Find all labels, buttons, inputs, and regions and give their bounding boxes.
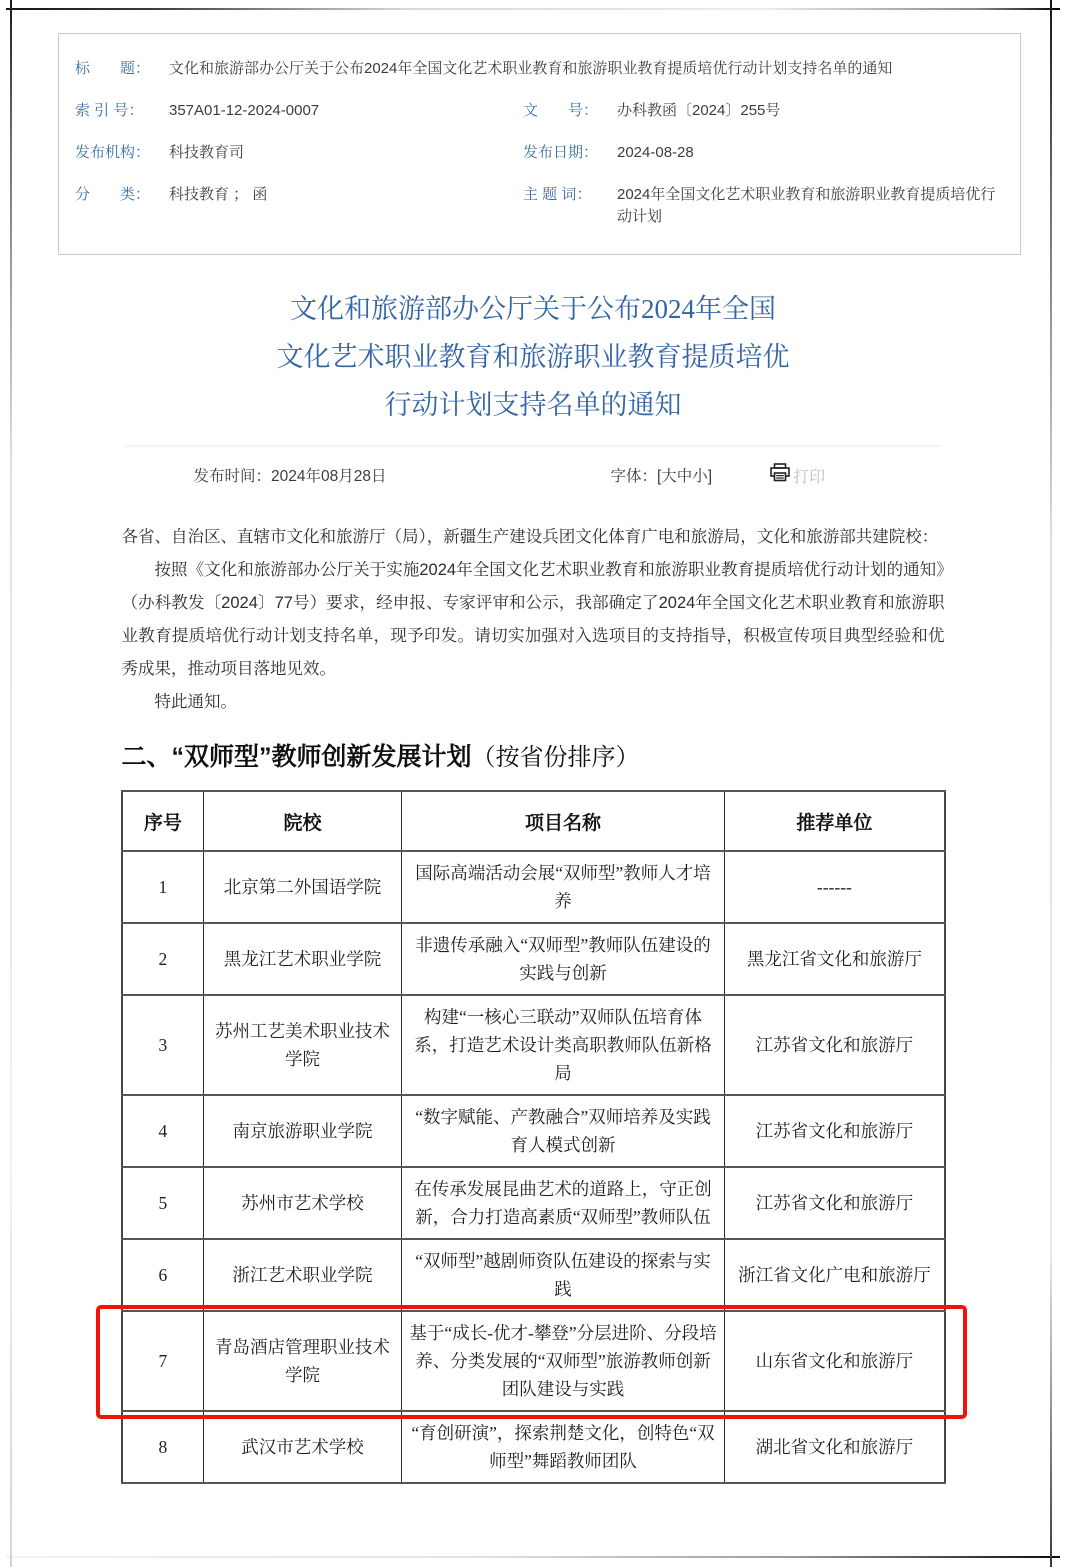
cell-project: “育创研演”，探索荆楚文化，创特色“双师型”舞蹈教师团队 <box>401 1411 724 1483</box>
meta-row-agency <box>67 132 1010 174</box>
cell-recommender: ------ <box>725 851 945 923</box>
cell-recommender: 江苏省文化和旅游厅 <box>725 1095 945 1167</box>
body-paragraph-closing: 特此通知。 <box>154 693 237 711</box>
table-row <box>122 1167 945 1239</box>
body-paragraph-salutation: 各省、自治区、直辖市文化和旅游厅（局），新疆生产建设兵团文化体育广电和旅游局，文化和旅游部共建院校： <box>121 528 939 546</box>
meta-value-pubdate: 2024-08-28 <box>617 144 694 161</box>
cell-project: “双师型”越剧师资队伍建设的探索与实践 <box>401 1239 724 1311</box>
table-row <box>122 995 945 1095</box>
publish-time-label: 发布时间： <box>193 468 272 485</box>
support-list-table <box>121 790 946 1484</box>
cell-recommender: 江苏省文化和旅游厅 <box>725 1167 945 1239</box>
meta-cell-category <box>67 184 515 206</box>
document-meta-box <box>58 33 1021 255</box>
print-button-label: 打印 <box>793 468 826 486</box>
cell-no: 4 <box>122 1095 204 1167</box>
section-heading-main: 二、“双师型”教师创新发展计划 <box>121 743 472 771</box>
publish-time <box>194 464 387 486</box>
cell-no: 6 <box>122 1239 204 1311</box>
cell-school: 苏州工艺美术职业技术学院 <box>204 995 402 1095</box>
meta-value-keywords: 2024年全国文化艺术职业教育和旅游职业教育提质培优行动计划 <box>617 186 996 225</box>
document-title <box>0 285 1066 429</box>
font-size-options[interactable]: [大中小] <box>657 468 713 485</box>
page-frame-right <box>1050 0 1052 1567</box>
document-title-line2: 文化艺术职业教育和旅游职业教育提质培优 <box>276 342 790 372</box>
meta-cell-agency <box>67 142 515 164</box>
table-header-row <box>122 791 945 851</box>
document-body <box>122 521 945 719</box>
cell-recommender: 浙江省文化广电和旅游厅 <box>725 1239 945 1311</box>
cell-no: 2 <box>122 923 204 995</box>
table-row <box>122 851 945 923</box>
meta-label-keywords: 主 题 词： <box>523 186 592 203</box>
cell-school: 武汉市艺术学校 <box>204 1411 402 1483</box>
meta-label-agency: 发布机构： <box>75 144 151 161</box>
document-title-line3: 行动计划支持名单的通知 <box>384 390 682 420</box>
title-divider <box>125 445 941 447</box>
col-header-school: 院校 <box>204 791 402 851</box>
body-paragraph-main: 按照《文化和旅游部办公厅关于实施2024年全国文化艺术职业教育和旅游职业教育提质培优行动计划的通知》（办科教发〔2024〕77号）要求，经申报、专家评审和公示，我部确定了2024年全国文化艺术职业教育和旅游职业教育提质培优行动计划支持名单，现予印发。请切实加强对入选项目的支持指导，积极宣传项目典型经验和优秀成果，推动项目落地见效。 <box>121 561 945 678</box>
table-row <box>122 1095 945 1167</box>
col-header-no: 序号 <box>122 791 204 851</box>
font-size-label: 字体： <box>610 468 657 485</box>
table-row-highlighted <box>122 1311 945 1411</box>
cell-no: 7 <box>122 1311 204 1411</box>
cell-no: 5 <box>122 1167 204 1239</box>
print-button[interactable] <box>770 463 825 487</box>
publish-meta-row <box>122 463 945 487</box>
publish-time-value: 2024年08月28日 <box>271 468 387 485</box>
cell-school: 黑龙江艺术职业学院 <box>204 923 402 995</box>
meta-label-index-no: 索 引 号： <box>75 102 144 119</box>
font-size-control <box>610 464 712 486</box>
table-row <box>122 923 945 995</box>
meta-cell-title <box>67 58 1010 80</box>
cell-project: 国际高端活动会展“双师型”教师人才培养 <box>401 851 724 923</box>
table-wrap <box>121 790 946 1484</box>
section-heading-note: （按省份排序） <box>471 745 640 771</box>
document-title-line1: 文化和旅游部办公厅关于公布2024年全国 <box>290 294 776 324</box>
meta-cell-doc-no <box>515 100 1010 122</box>
cell-no: 1 <box>122 851 204 923</box>
meta-value-title: 文化和旅游部办公厅关于公布2024年全国文化艺术职业教育和旅游职业教育提质培优行动计划支持名单的通知 <box>169 60 893 77</box>
cell-no: 8 <box>122 1411 204 1483</box>
col-header-project: 项目名称 <box>401 791 724 851</box>
cell-project: 非遗传承融入“双师型”教师队伍建设的实践与创新 <box>401 923 724 995</box>
page-frame-top <box>6 8 1060 10</box>
cell-no: 3 <box>122 995 204 1095</box>
cell-recommender: 黑龙江省文化和旅游厅 <box>725 923 945 995</box>
cell-project: “数字赋能、产教融合”双师培养及实践育人模式创新 <box>401 1095 724 1167</box>
meta-label-category: 分 类： <box>75 186 151 203</box>
cell-recommender: 湖北省文化和旅游厅 <box>725 1411 945 1483</box>
section-heading <box>122 739 945 776</box>
meta-cell-index-no <box>67 100 515 122</box>
cell-recommender: 山东省文化和旅游厅 <box>725 1311 945 1411</box>
table-row <box>122 1239 945 1311</box>
meta-cell-pubdate <box>515 142 1010 164</box>
cell-recommender: 江苏省文化和旅游厅 <box>725 995 945 1095</box>
page-frame-left <box>10 0 12 1567</box>
cell-project: 基于“成长-优才-攀登”分层进阶、分段培养、分类发展的“双师型”旅游教师创新团队建设与实践 <box>401 1311 724 1411</box>
cell-school: 北京第二外国语学院 <box>204 851 402 923</box>
printer-icon <box>770 463 790 487</box>
meta-row-index <box>67 90 1010 132</box>
cell-project: 构建“一核心三联动”双师队伍培育体系，打造艺术设计类高职教师队伍新格局 <box>401 995 724 1095</box>
table-row <box>122 1411 945 1483</box>
meta-label-pubdate: 发布日期： <box>523 144 599 161</box>
meta-row-category <box>67 174 1010 238</box>
meta-value-category: 科技教育 ； 函 <box>169 186 268 203</box>
page-frame-bottom <box>6 1556 1060 1558</box>
col-header-recommender: 推荐单位 <box>725 791 945 851</box>
cell-school: 苏州市艺术学校 <box>204 1167 402 1239</box>
meta-label-doc-no: 文 号： <box>523 102 599 119</box>
meta-row-title <box>67 48 1010 90</box>
cell-school: 青岛酒店管理职业技术学院 <box>204 1311 402 1411</box>
cell-project: 在传承发展昆曲艺术的道路上，守正创新，合力打造高素质“双师型”教师队伍 <box>401 1167 724 1239</box>
meta-value-agency: 科技教育司 <box>169 144 245 161</box>
meta-label-title: 标 题： <box>75 60 151 77</box>
meta-value-index-no: 357A01-12-2024-0007 <box>169 102 320 119</box>
meta-value-doc-no: 办科教函〔2024〕255号 <box>617 102 781 119</box>
cell-school: 浙江艺术职业学院 <box>204 1239 402 1311</box>
cell-school: 南京旅游职业学院 <box>204 1095 402 1167</box>
meta-cell-keywords <box>515 184 1010 228</box>
